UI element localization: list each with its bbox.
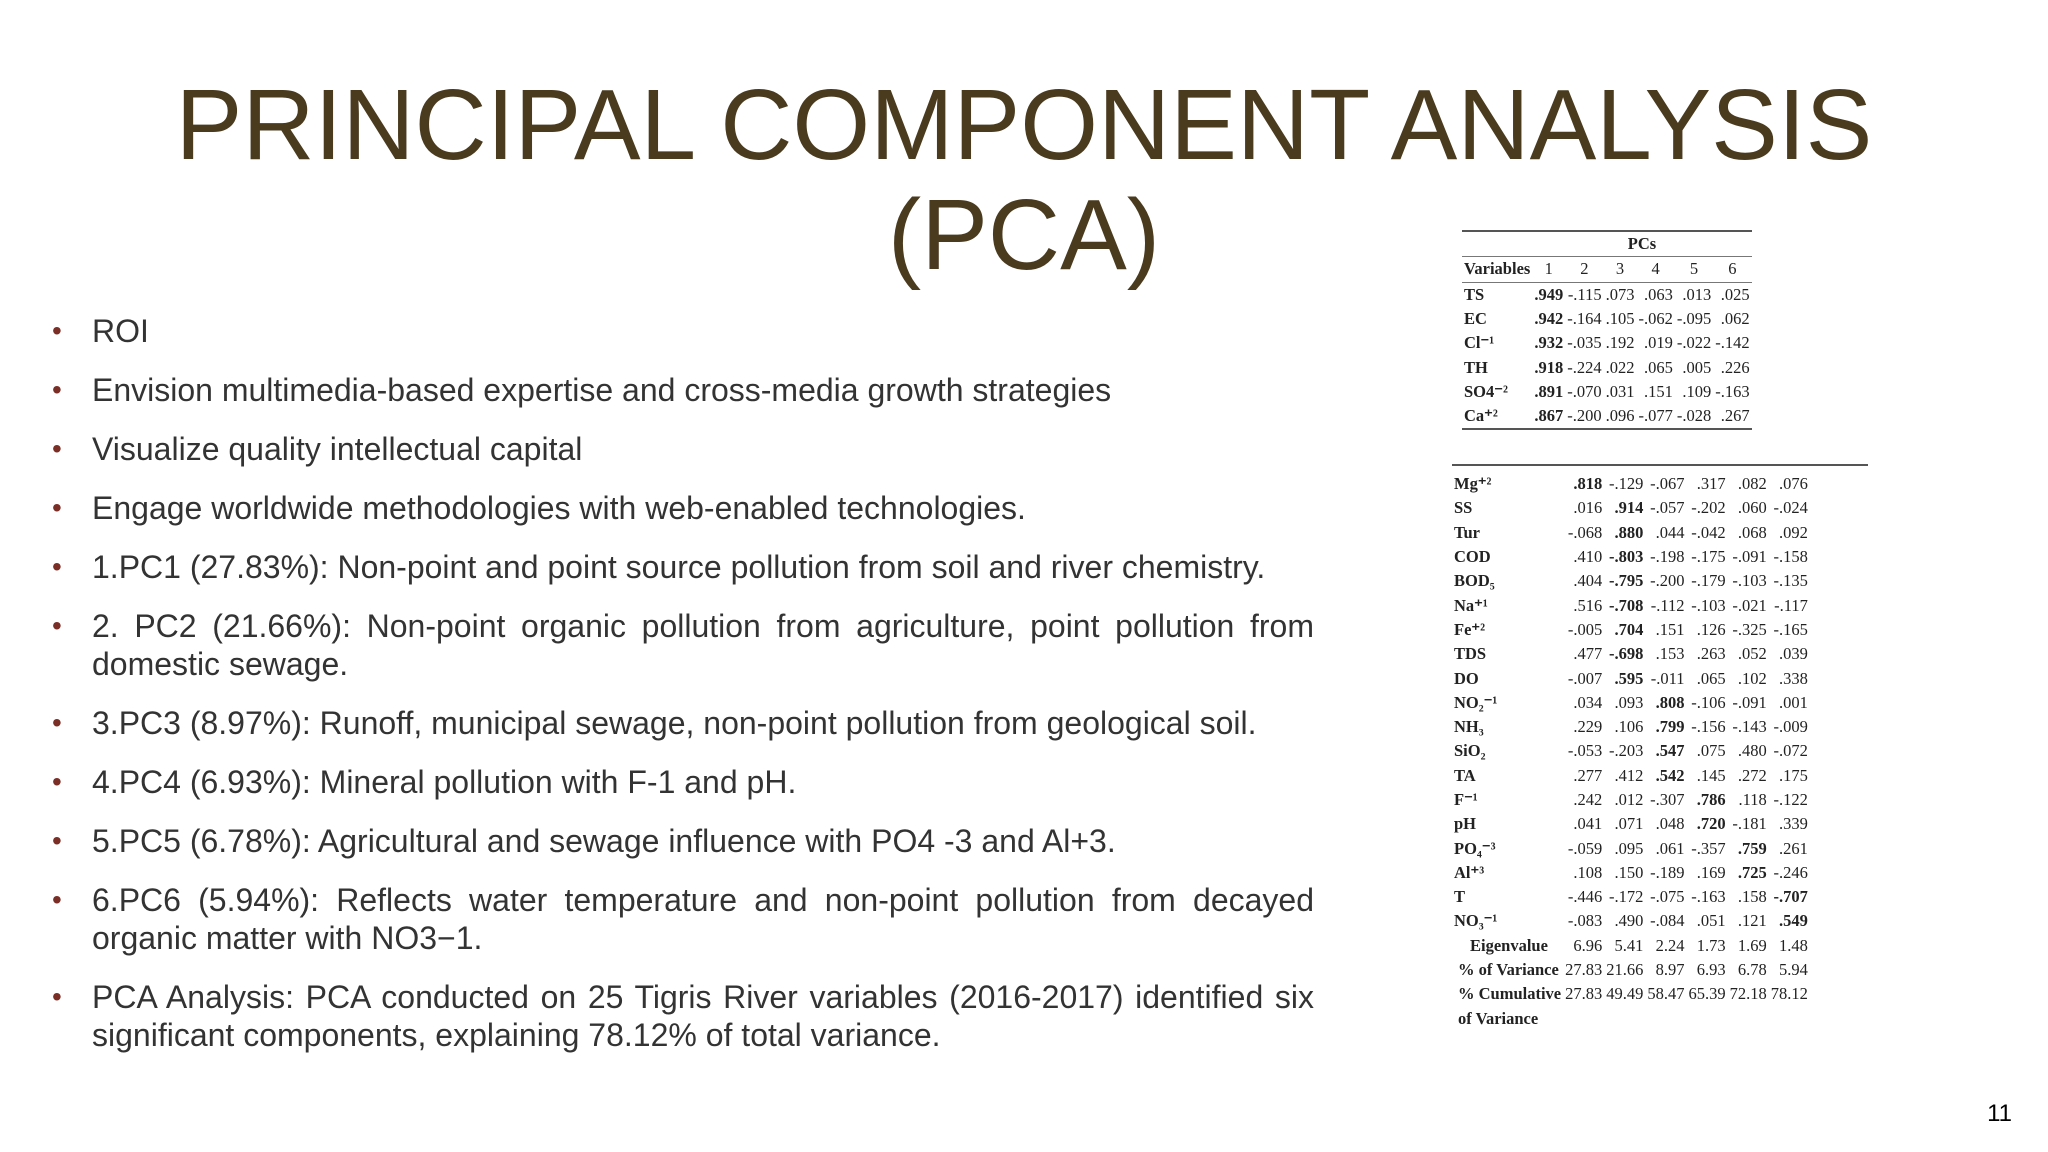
table-cell: .073: [1605, 284, 1635, 304]
table-cell: .108: [1573, 862, 1603, 882]
table-cell: SiO₂: [1454, 741, 1486, 761]
table-cell: 1.69: [1737, 935, 1767, 955]
table-header-row: [1462, 257, 1752, 282]
bullet-item: [52, 881, 1314, 957]
table-row: [1462, 355, 1752, 379]
table-cell: -.024: [1773, 498, 1808, 518]
bullet-item: [52, 704, 1314, 742]
table-cell: .158: [1737, 887, 1767, 907]
table-cell: Tur: [1454, 522, 1480, 542]
table-cell: .192: [1605, 333, 1635, 353]
table-cell: .001: [1779, 692, 1808, 712]
table-cell: -.135: [1773, 571, 1808, 591]
table-cell: -.357: [1691, 838, 1726, 858]
table-cell: SS: [1454, 498, 1473, 518]
table-cell: .145: [1696, 765, 1726, 785]
table-cell: -.083: [1567, 911, 1603, 931]
table-cell: .516: [1573, 595, 1603, 615]
table-cell: 1.48: [1779, 935, 1808, 955]
table-cell: Na⁺¹: [1454, 595, 1488, 615]
table-cell: -.062: [1638, 309, 1673, 329]
bullet-marker: •: [52, 707, 62, 738]
bullet-text: 6.PC6 (5.94%): Reflects water temperature and non-point pollution from decayed organic matter with NO3−1.: [92, 882, 1314, 956]
bullet-marker: •: [52, 610, 62, 641]
bullet-marker: •: [52, 884, 62, 915]
table-cell: .932: [1534, 333, 1564, 353]
table-row: [1462, 331, 1752, 355]
table-row: [1452, 885, 1810, 909]
table-cell: -.708: [1609, 595, 1644, 615]
table-cell: 65.39: [1688, 984, 1726, 1004]
table-cell: Mg⁺²: [1454, 474, 1492, 494]
table-row: [1452, 764, 1810, 788]
table-cell: 27.83: [1565, 960, 1603, 980]
table-cell: SO4⁻²: [1464, 381, 1508, 401]
table-group-header-row: [1462, 231, 1752, 257]
table-row: [1452, 496, 1810, 520]
table-row: [1452, 739, 1810, 763]
pc-header: 6: [1728, 259, 1737, 279]
table-cell: EC: [1464, 309, 1487, 329]
table-cell: .092: [1779, 522, 1808, 542]
table-cell: .062: [1720, 309, 1750, 329]
table-cell: -.307: [1650, 790, 1685, 809]
bullet-text: 1.PC1 (27.83%): Non-point and point source pollution from soil and river chemistry.: [92, 549, 1266, 585]
table-cell: .918: [1534, 357, 1564, 377]
pc-header: 2: [1580, 259, 1589, 279]
table-row: [1452, 715, 1810, 739]
table-row: [1452, 909, 1810, 933]
table-cell: -.022: [1676, 333, 1712, 353]
table-cell: .226: [1720, 357, 1750, 377]
table-row: [1452, 836, 1810, 860]
bullet-text: 5.PC5 (6.78%): Agricultural and sewage influence with PO4 -3 and Al+3.: [92, 823, 1116, 859]
pc-header: 3: [1615, 259, 1625, 279]
table-cell: -.072: [1773, 741, 1808, 761]
table-cell: [1769, 1007, 1810, 1031]
table-cell: -.158: [1773, 547, 1808, 567]
bullet-marker: •: [52, 492, 62, 523]
table-cell: -.115: [1567, 284, 1602, 304]
table-cell: .025: [1720, 284, 1750, 304]
table-cell: -.795: [1609, 571, 1644, 591]
table-cell: [1687, 1007, 1728, 1031]
table-cell: .096: [1605, 406, 1635, 426]
table-cell: -.181: [1732, 814, 1767, 834]
bullet-text: PCA Analysis: PCA conducted on 25 Tigris River variables (2016-2017) identified six significant components, explaining 78.12% of total variance.: [92, 979, 1314, 1053]
table-cell: [1563, 1007, 1604, 1031]
table-row: [1452, 545, 1810, 569]
table-cell: NO₂⁻¹: [1454, 692, 1498, 712]
table-cell: -.163: [1691, 887, 1726, 907]
table-row: [1462, 404, 1752, 429]
pcs-header: PCs: [1627, 234, 1657, 254]
table-cell: .048: [1655, 814, 1685, 834]
table-cell: -.028: [1676, 406, 1712, 426]
page-number: 11: [1987, 1100, 2012, 1127]
bullet-item: [52, 312, 1314, 350]
table-cell: .082: [1737, 474, 1767, 494]
table-cell: -.446: [1567, 887, 1603, 907]
table-cell: .044: [1655, 522, 1685, 542]
table-cell: -.075: [1650, 887, 1685, 907]
table-cell: .891: [1534, 381, 1564, 401]
title-line-1: PRINCIPAL COMPONENT ANALYSIS: [175, 69, 1873, 181]
table-cell: .229: [1573, 717, 1603, 737]
table-cell: -.042: [1691, 522, 1726, 542]
bullet-marker: •: [52, 374, 62, 405]
bullet-text: 2. PC2 (21.66%): Non-point organic pollution from agriculture, point pollution from domestic sewage.: [92, 608, 1314, 682]
bullet-marker: •: [52, 981, 62, 1012]
bullet-text: 4.PC4 (6.93%): Mineral pollution with F-1 and pH.: [92, 764, 797, 800]
table-cell: -.200: [1567, 406, 1602, 426]
table-cell: .942: [1534, 309, 1564, 329]
table-cell: Eigenvalue: [1470, 935, 1548, 955]
table-cell: .867: [1534, 406, 1564, 426]
table-cell: .175: [1779, 765, 1808, 785]
table-cell: 78.12: [1770, 984, 1808, 1004]
table-cell: -.067: [1650, 474, 1685, 494]
table-row: [1452, 788, 1810, 812]
table-cell: .808: [1655, 692, 1685, 712]
bullet-item: [52, 371, 1314, 409]
table-cell: .818: [1573, 474, 1603, 494]
table-cell: -.106: [1691, 692, 1726, 712]
pca-table-part-2: [1452, 464, 1868, 1031]
table-cell: T: [1454, 887, 1466, 907]
table-row: [1462, 380, 1752, 404]
table-cell: .031: [1605, 381, 1635, 401]
table-cell: TS: [1464, 284, 1485, 304]
table-cell: -.142: [1715, 333, 1750, 353]
table-cell: [1604, 1007, 1645, 1031]
table-row: [1452, 618, 1810, 642]
table-cell: of Variance: [1458, 1008, 1539, 1028]
table-cell: .317: [1696, 474, 1726, 494]
table-cell: .547: [1655, 741, 1685, 761]
bullet-item: [52, 607, 1314, 683]
table-cell: .051: [1696, 911, 1726, 931]
table-footer-row: [1452, 982, 1810, 1006]
table-row: [1452, 569, 1810, 593]
table-cell: -.189: [1650, 862, 1685, 882]
table-row: [1452, 691, 1810, 715]
table-cell: .034: [1573, 692, 1603, 712]
table-cell: .041: [1573, 814, 1603, 834]
table-cell: .410: [1573, 547, 1603, 567]
bullet-item: [52, 489, 1314, 527]
table-cell: .272: [1737, 765, 1767, 785]
table-cell: -.112: [1650, 595, 1685, 615]
table-cell: -.200: [1650, 571, 1685, 591]
table-cell: .880: [1614, 522, 1644, 542]
variables-header: Variables: [1464, 259, 1531, 279]
table-row: [1452, 521, 1810, 545]
table-cell: 49.49: [1606, 984, 1644, 1004]
table-cell: .121: [1737, 911, 1767, 931]
table-cell: .075: [1696, 741, 1726, 761]
table-cell: 58.47: [1647, 984, 1685, 1004]
table-cell: 5.94: [1779, 960, 1808, 980]
table-cell: -.164: [1567, 309, 1602, 329]
table-cell: -.803: [1609, 547, 1644, 567]
table-cell: .071: [1614, 814, 1644, 834]
table-cell: 8.97: [1655, 960, 1685, 980]
table-cell: -.325: [1732, 619, 1767, 639]
table-cell: 21.66: [1606, 960, 1644, 980]
table-cell: [1645, 1007, 1686, 1031]
table-cell: .105: [1605, 309, 1635, 329]
table-cell: F⁻¹: [1454, 790, 1478, 809]
title-line-2: (PCA): [887, 179, 1161, 291]
table-cell: .151: [1643, 381, 1673, 401]
table-cell: .490: [1614, 911, 1644, 931]
table-cell: 72.18: [1729, 984, 1767, 1004]
table-cell: -.707: [1773, 887, 1808, 907]
table-cell: -.698: [1609, 644, 1644, 664]
bullet-list: [52, 312, 1314, 1075]
table-row: [1452, 666, 1810, 690]
bullet-item: [52, 763, 1314, 801]
table-cell: 27.83: [1565, 984, 1603, 1004]
table-cell: -.084: [1650, 911, 1685, 931]
table-cell: .118: [1738, 790, 1767, 809]
table-cell: -.156: [1691, 717, 1726, 737]
table-cell: .242: [1573, 790, 1603, 809]
table-cell: -.198: [1650, 547, 1685, 567]
table-cell: -.009: [1773, 717, 1808, 737]
table-cell: -.070: [1567, 381, 1602, 401]
table-cell: .949: [1534, 284, 1564, 304]
table-cell: -.011: [1650, 668, 1685, 688]
table-cell: -.122: [1773, 790, 1808, 809]
bullet-text: 3.PC3 (8.97%): Runoff, municipal sewage, non-point pollution from geological soil.: [92, 705, 1257, 741]
table-cell: .267: [1720, 406, 1750, 426]
table-cell: % Cumulative: [1458, 984, 1562, 1004]
table-cell: .106: [1614, 717, 1644, 737]
bullet-text: Envision multimedia-based expertise and cross-media growth strategies: [92, 372, 1112, 408]
table-cell: -.163: [1715, 381, 1750, 401]
bullet-item: [52, 822, 1314, 860]
bullet-marker: •: [52, 766, 62, 797]
table-cell: .277: [1573, 765, 1603, 785]
pca-table-part-1: [1462, 230, 1862, 430]
pc-header: 4: [1651, 259, 1660, 279]
table-cell: 5.41: [1614, 935, 1644, 955]
table-cell: .126: [1696, 619, 1726, 639]
table-row: [1452, 861, 1810, 885]
table-cell: .261: [1779, 838, 1808, 858]
table-cell: .542: [1655, 765, 1685, 785]
bullet-text: ROI: [92, 313, 149, 349]
table-cell: TH: [1464, 357, 1488, 377]
table-cell: -.246: [1773, 862, 1808, 882]
table-cell: .093: [1614, 692, 1644, 712]
table-cell: -.091: [1732, 692, 1767, 712]
bullet-marker: •: [52, 825, 62, 856]
table-cell: .150: [1614, 862, 1644, 882]
table-cell: 6.93: [1696, 960, 1726, 980]
table-cell: .052: [1737, 644, 1767, 664]
table-cell: TA: [1454, 765, 1476, 785]
table-cell: .022: [1605, 357, 1635, 377]
table-row: [1462, 307, 1752, 331]
table-cell: .725: [1737, 862, 1767, 882]
table-cell: -.165: [1773, 619, 1808, 639]
table-cell: .799: [1655, 717, 1685, 737]
table-cell: 2.24: [1655, 935, 1685, 955]
table-cell: .076: [1779, 474, 1808, 494]
table-cell: .005: [1682, 357, 1712, 377]
table-cell: .068: [1737, 522, 1767, 542]
table-cell: -.077: [1638, 406, 1673, 426]
table-cell: -.059: [1567, 838, 1603, 858]
table-cell: -.203: [1609, 741, 1644, 761]
table-cell: .549: [1779, 911, 1808, 931]
table-cell: .720: [1696, 814, 1726, 834]
table-cell: DO: [1454, 668, 1479, 688]
table-cell: [1462, 231, 1532, 257]
table-cell: -.129: [1609, 474, 1644, 494]
table-cell: NH₃: [1454, 717, 1484, 737]
table-footer-row: [1452, 958, 1810, 982]
table-cell: -.053: [1567, 741, 1603, 761]
table-row: [1452, 472, 1810, 496]
table-cell: -.035: [1567, 333, 1602, 353]
table-cell: .480: [1737, 741, 1767, 761]
table-cell: -.068: [1567, 522, 1603, 542]
bullet-item: [52, 548, 1314, 586]
table-cell: -.202: [1691, 498, 1726, 518]
table-cell: .060: [1737, 498, 1767, 518]
table-cell: .914: [1614, 498, 1644, 518]
table-row: [1452, 593, 1810, 617]
table-cell: -.007: [1567, 668, 1603, 688]
table-cell: Cl⁻¹: [1464, 333, 1495, 353]
table-cell: COD: [1454, 547, 1491, 567]
table-cell: TDS: [1454, 644, 1487, 664]
table-cell: .039: [1779, 644, 1808, 664]
table-cell: .153: [1655, 644, 1685, 664]
table-cell: .339: [1779, 814, 1808, 834]
table-row: [1462, 282, 1752, 307]
table-cell: -.143: [1732, 717, 1767, 737]
table-cell: .151: [1655, 619, 1685, 639]
table-footer-row: [1452, 1007, 1810, 1031]
table-cell: -.175: [1691, 547, 1726, 567]
table-cell: .595: [1614, 668, 1644, 688]
bullet-text: Visualize quality intellectual capital: [92, 431, 583, 467]
table-cell: 6.96: [1573, 935, 1603, 955]
table-cell: -.179: [1691, 571, 1726, 591]
table-cell: .065: [1643, 357, 1673, 377]
table-cell: -.091: [1732, 547, 1767, 567]
table-cell: pH: [1454, 814, 1477, 834]
table-cell: .016: [1573, 498, 1603, 518]
table-cell: .169: [1696, 862, 1726, 882]
table-cell: BOD₅: [1454, 571, 1495, 591]
table-cell: .786: [1696, 790, 1726, 809]
table-cell: Fe⁺²: [1454, 619, 1486, 639]
bullet-text: Engage worldwide methodologies with web-enabled technologies.: [92, 490, 1026, 526]
table-cell: .704: [1614, 619, 1644, 639]
pc-header: 1: [1544, 259, 1553, 279]
table-cell: % of Variance: [1458, 960, 1559, 980]
table-cell: .102: [1737, 668, 1767, 688]
table-cell: -.103: [1691, 595, 1726, 615]
table-cell: -.057: [1650, 498, 1685, 518]
table-cell: -.224: [1567, 357, 1602, 377]
table-footer-row: [1452, 934, 1810, 958]
table-cell: .412: [1614, 765, 1644, 785]
table-cell: .013: [1682, 284, 1712, 304]
table-cell: .063: [1643, 284, 1673, 304]
bullet-item: [52, 978, 1314, 1054]
table-row: [1452, 812, 1810, 836]
table-row: [1452, 642, 1810, 666]
table-cell: Al⁺³: [1454, 862, 1485, 882]
table-cell: -.103: [1732, 571, 1767, 591]
table-cell: .477: [1573, 644, 1603, 664]
table-cell: .759: [1737, 838, 1767, 858]
table-cell: Ca⁺²: [1464, 406, 1498, 426]
pc-header: 5: [1689, 259, 1699, 279]
table-cell: .404: [1573, 571, 1603, 591]
table-cell: [1728, 1007, 1769, 1031]
table-cell: .338: [1779, 668, 1808, 688]
bullet-item: [52, 430, 1314, 468]
table-cell: -.172: [1609, 887, 1644, 907]
table-cell: -.095: [1676, 309, 1712, 329]
table-cell: .109: [1682, 381, 1712, 401]
table-cell: -.021: [1732, 595, 1767, 615]
table-cell: -.005: [1567, 619, 1603, 639]
table-cell: .012: [1614, 790, 1644, 809]
table-cell: .263: [1696, 644, 1726, 664]
table-cell: 6.78: [1737, 960, 1767, 980]
table-cell: .061: [1655, 838, 1685, 858]
bullet-marker: •: [52, 315, 62, 346]
bullet-marker: •: [52, 433, 62, 464]
table-cell: NO₃⁻¹: [1454, 911, 1498, 931]
table-cell: .019: [1643, 333, 1673, 353]
table-cell: .095: [1614, 838, 1644, 858]
table-cell: -.117: [1774, 595, 1808, 615]
bullet-marker: •: [52, 551, 62, 582]
table-cell: 1.73: [1696, 935, 1726, 955]
table-rule: [1452, 464, 1868, 466]
table-cell: .065: [1696, 668, 1726, 688]
table-cell: PO₄⁻³: [1454, 838, 1496, 858]
